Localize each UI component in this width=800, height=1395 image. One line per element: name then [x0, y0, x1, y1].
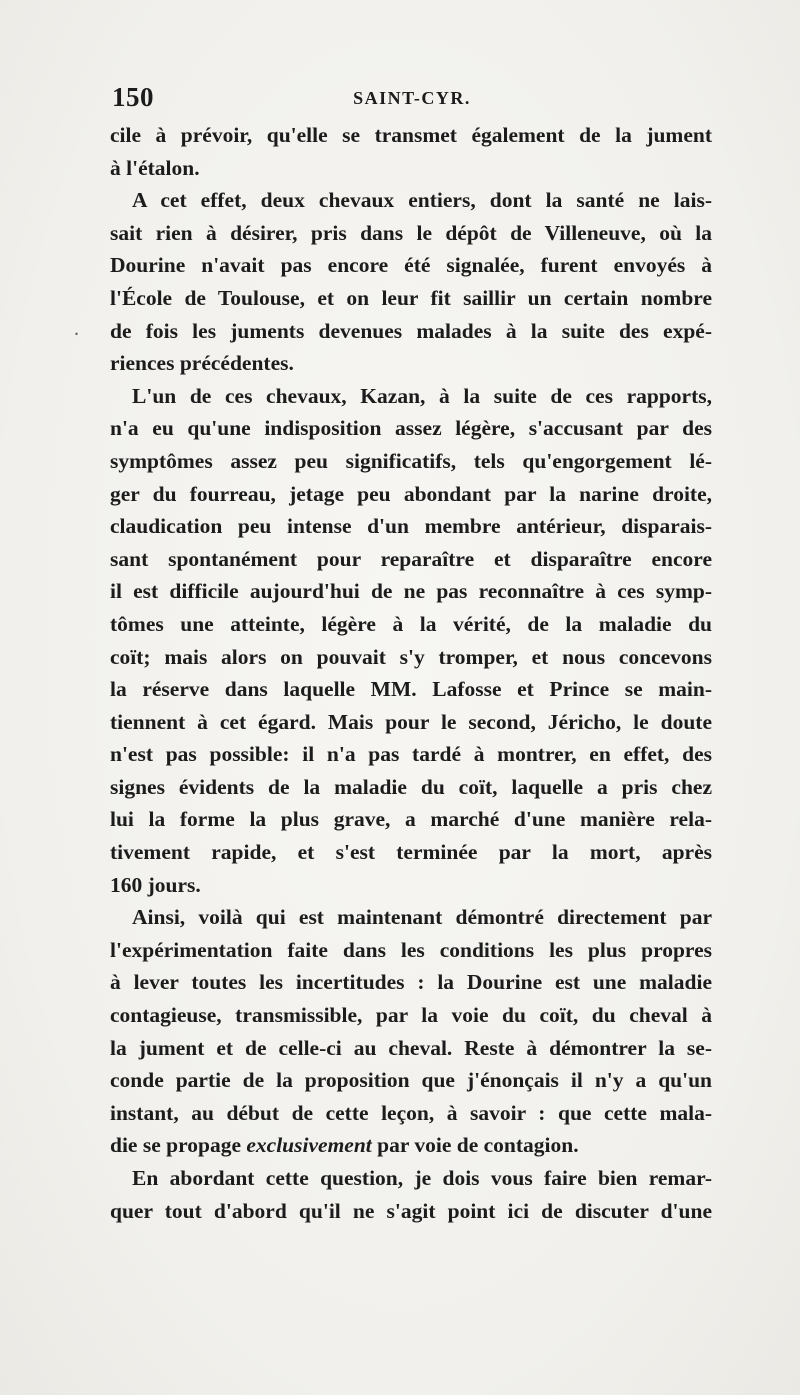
text-line: En abordant cette question, je dois vous faire bien remar-	[132, 1166, 712, 1190]
text-line: L'un de ces chevaux, Kazan, à la suite de ces rapports,	[132, 383, 712, 408]
text-line: Ainsi, voilà qui est maintenant démontré directement par	[132, 905, 712, 930]
text-line: il est difficile aujourd'hui de ne pas reconnaître à ces symp-	[110, 579, 712, 604]
text-line: sant spontanément pour reparaître et disparaître encore	[110, 546, 712, 571]
text-line: tiennent à cet égard. Mais pour le second, Jéricho, le doute	[110, 709, 712, 734]
text-line: l'École de Toulouse, et on leur fit saillir un certain nombre	[110, 285, 712, 310]
running-title: SAINT-CYR.	[353, 88, 471, 108]
text-line: tômes une atteinte, légère à la vérité, de la maladie du	[110, 611, 712, 636]
text-line: n'a eu qu'une indisposition assez légère, s'accusant par des	[110, 416, 712, 441]
text-line: quer tout d'abord qu'il ne s'agit point ici de discuter d'une	[110, 1198, 712, 1223]
text-line: de fois les juments devenues malades à la suite des expé-	[110, 318, 712, 343]
page-number: 150	[112, 82, 154, 112]
text-line: claudication peu intense d'un membre antérieur, disparais-	[110, 514, 712, 539]
text-line: sait rien à désirer, pris dans le dépôt de Villeneuve, où la	[110, 220, 712, 245]
text-line: à l'étalon.	[110, 155, 200, 180]
text-line: l'expérimentation faite dans les conditions les plus propres	[110, 937, 712, 962]
text-line: lui la forme la plus grave, a marché d'une manière rela-	[110, 807, 712, 832]
text-line: riences précédentes.	[110, 351, 294, 376]
text-line: symptômes assez peu significatifs, tels qu'engorgement lé-	[110, 448, 712, 473]
text-line: cile à prévoir, qu'elle se transmet également de la jument	[110, 123, 712, 147]
text-line: die se propage exclusivement par voie de contagion.	[110, 1133, 579, 1158]
text-line: A cet effet, deux chevaux entiers, dont la santé ne lais-	[132, 188, 712, 213]
text-line: à lever toutes les incertitudes : la Dourine est une maladie	[110, 970, 712, 995]
text-line: tivement rapide, et s'est terminée par la mort, après	[110, 840, 712, 865]
text-line: contagieuse, transmissible, par la voie du coït, du cheval à	[110, 1003, 712, 1028]
text-line: la réserve dans laquelle MM. Lafosse et Prince se main-	[110, 677, 712, 702]
text-line: signes évidents de la maladie du coït, laquelle a pris chez	[110, 774, 712, 799]
emphasis-word: exclusivement	[246, 1133, 372, 1158]
text-line: n'est pas possible: il n'a pas tardé à montrer, en effet, des	[110, 742, 712, 767]
text-line: instant, au début de cette leçon, à savoir : que cette mala-	[110, 1100, 712, 1125]
body-text	[110, 119, 712, 1227]
text-line: la jument et de celle-ci au cheval. Reste à démontrer la se-	[110, 1035, 712, 1060]
text-line: conde partie de la proposition que j'énonçais il n'y a qu'un	[110, 1068, 712, 1093]
margin-dot: .	[74, 318, 79, 340]
page-header	[112, 82, 712, 118]
text-line: 160 jours.	[110, 872, 201, 897]
text-line: Dourine n'avait pas encore été signalée, furent envoyés à	[110, 253, 712, 278]
text-line: coït; mais alors on pouvait s'y tromper, et nous concevons	[110, 644, 712, 669]
text-line: ger du fourreau, jetage peu abondant par la narine droite,	[110, 481, 712, 506]
